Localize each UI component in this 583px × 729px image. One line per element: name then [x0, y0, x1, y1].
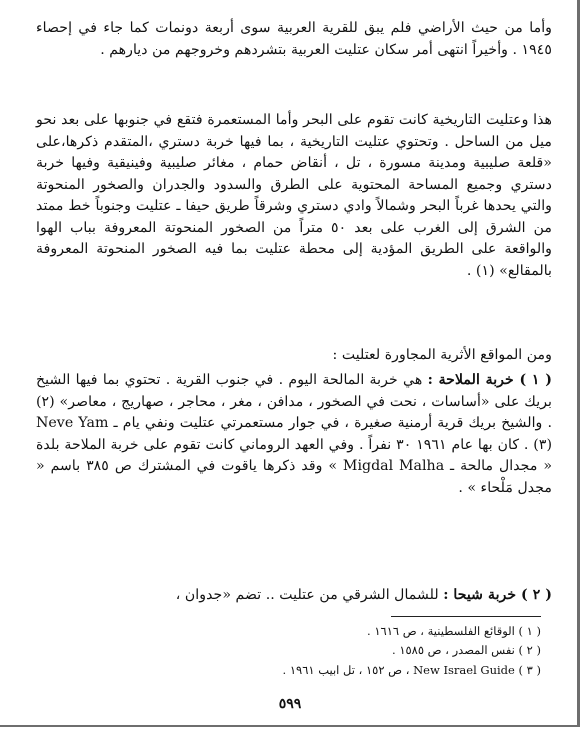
- footnote-divider: [391, 616, 541, 617]
- site-title-khirbet-malaha: ( ١ ) خربة الملاحة :: [427, 372, 552, 388]
- paragraph-nearby-sites-heading: ومن المواقع الأثرية المجاورة لعتليت :: [332, 347, 552, 363]
- paragraph-khirbet-malaha: [36, 370, 552, 499]
- paragraph-population: وأما من حيث الأراضي فلم يبق للقرية العربية سوى أربعة دونمات كما جاء في إحصاء ١٩٤٥ . وأخيراً انتهى أمر سكان عتليت العربية بتشردهم وخروجهم من ديارهم .: [36, 20, 552, 58]
- body-text-block: [36, 110, 552, 282]
- footnote-3: ( ٣ ) New Israel Guide ، ص ١٥٢ ، تل ابيب ١٩٦١ .: [282, 663, 541, 677]
- site-title-khirbet-shiha: ( ٢ ) خربة شيحا :: [443, 587, 552, 603]
- paragraph-khirbet-shiha: [36, 585, 552, 607]
- body-text-block: [36, 18, 552, 61]
- paragraph-historic-atlit: هذا وعتليت التاريخية كانت تقوم على البحر وأما المستعمرة فتقع في جنوبها على بعد نحو ميل من الساحل . وتحتوي عتليت التاريخية ، بما فيها خربة دستري ،المتقدم ذكرها،على «قلعة صليبية ومدينة مسورة ، تل ، أنقاض حمام ، مغائر صليبية وفينيقية وفيها خربة دستري وجميع المساحة المحتوية على الطرق والسدود والجدران والصخور المنحوتة والتي يحدها غرباً البحر وشمالاً وادي دستري وشرقاً طريق حيفا ـ عتليت وجنوباً خط ممتد من الشرق إلى الغرب على بعد ٥٠ متراً من الصخور المنحوتة المعروفة بباب الهوا والواقعة على الطريق المؤدية إلى محطة عتليت بما فيه الصخور المنحوتة المعروفة بالمقالع» (١) .: [36, 112, 552, 279]
- body-text-block: [36, 585, 552, 607]
- footnote-1: ( ١ ) الوقائع الفلسطينية ، ص ١٦١٦ .: [367, 624, 541, 638]
- site-description-khirbet-malaha: هي خربة المالحة اليوم . في جنوب القرية . تحتوي بما فيها الشيخ بريك على «أساسات ، نحت في الصخور ، مدافن ، مغر ، محاجر ، صهاريج ، معاصر» (٢) . والشيخ بريك قرية أرمنية صغيرة ، في جوار مستعمرتي عتليت ونفي يام ـ Neve Yam (٣) . كان بها عام ١٩٦١ ٣٠ نفراً . وفي العهد الروماني كانت تقوم على خربة الملاحة بلدة « مجدال مالحة ـ Migdal Malha » وقد ذكرها ياقوت في المشترك ص ٣٨٥ باسم « مجدل مَلْحاء » .: [36, 372, 553, 496]
- footnote-2: ( ٢ ) نفس المصدر ، ص ١٥٨٥ .: [392, 643, 541, 657]
- site-description-khirbet-shiha: للشمال الشرقي من عتليت .. تضم «جدوان ،: [175, 587, 444, 603]
- page-number: ٥٩٩: [278, 696, 302, 712]
- body-text-block: [36, 345, 552, 367]
- body-text-block: [36, 370, 552, 499]
